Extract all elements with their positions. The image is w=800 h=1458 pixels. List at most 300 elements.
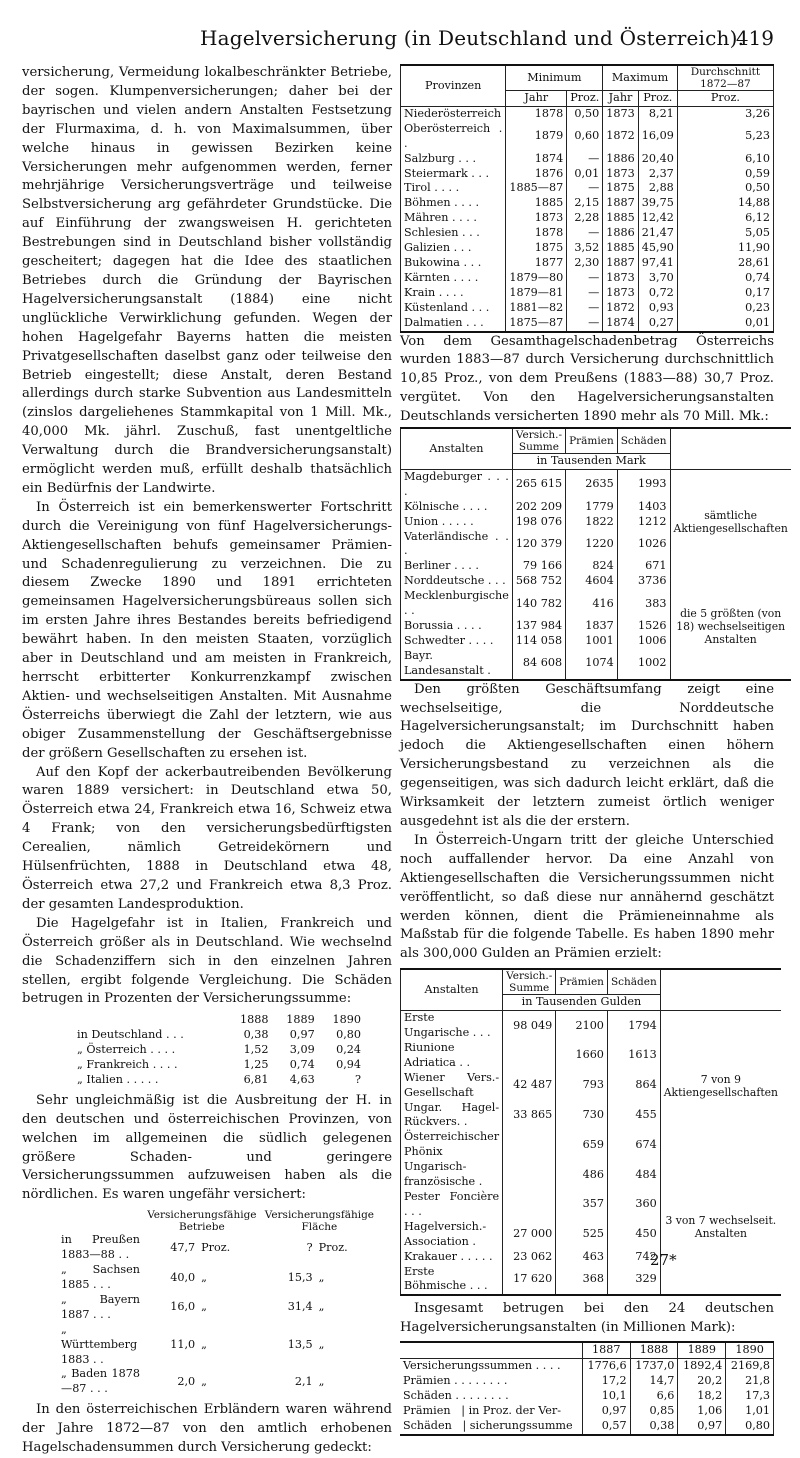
cell: 140 782	[512, 589, 565, 619]
insured-header-1: Versicherungsfähige Betriebe	[147, 1209, 257, 1234]
cell: 2,28	[567, 211, 603, 226]
cell: 0,97	[678, 1419, 726, 1435]
row-label: Versicherungssummen . . . .	[400, 1359, 582, 1374]
col-header: Proz.	[567, 91, 603, 107]
cell: 1006	[617, 634, 670, 649]
col-header: Versich.-Summe	[503, 969, 556, 995]
left-paragraph-1: versicherung, Vermeidung lokalbeschränkter Betriebe, der sogen. Klumpenversicherungen; daher bei der bayrischen und vielen andern Anstalten Festsetzung der Flurmaxima, d. h. von Maximalsummen, über welche hinaus in gewissen Bezirken keine Versicherungen mehr aufgenommen werden, ferner mehrjährige Versicherungsverträge und teilweise Selbstversicherung arg gefährdeter Grundstücke. Die auf Einführung der zwangsweisen H. gerichteten Bestrebungen sind in Deutschland bisher vollständig gescheitert; dagegen hat die Idee des staatlichen Betriebes durch die Gründung der Bayrischen Hagelversicherungsanstalt (1884) eine nicht unglückliche Verwirklichung gefunden. Wegen der hohen Hagelgefahr Bayerns hatten die meisten Privatgesellschaften daselbst ganz oder teilweise den Betrieb eingestellt; diese Anstalt, deren Bestand allerdings durch starke Subvention aus Landesmitteln (zinslos dargeliehenes Stammkapital von 1 Mill. Mk., 40,000 Mk. jährl. Zuschuß, fast unentgeltliche Verwaltung durch die Brandversicherungsanstalt) ermöglicht werden muß, erfüllt deshalb thatsächlich ein Bedürfnis der Landwirte.	[22, 65, 392, 496]
cell: 360	[607, 1190, 660, 1220]
cell: 21,47	[638, 226, 677, 241]
row-label: Krain . . . .	[401, 286, 506, 301]
cell: 1885	[603, 211, 638, 226]
row-label: Borussia . . . .	[401, 619, 513, 634]
cell: 1886	[603, 152, 638, 167]
left-paragraph-2: In Österreich ist ein bemerkenswerter Fortschritt durch die Vereinigung von fünf Hagelversicherungs-Aktiengesellschaften behufs gemeinsamer Prämien- und Schadenregulierung zu verzeichnen. Die zu diesem Zwecke 1890 und 1891 errichteten gemeinsamen Hagelversicherungsbüreaus sollen sich im ersten Jahre ihres Bestandes bereits befriedigend bewährt haben. In den meisten Staaten, vorzüglich aber in Deutschland und am meisten in Frankreich, herrscht erbitterter Konkurrenzkampf zwischen Aktien- und wechselseitigen Anstalten. Mit Ausnahme Österreichs überwiegt die Zahl der letztern, wie aus obiger Zusammenstellung der Geschäftsergebnisse der größern Gesellschaften zu ersehen ist.	[22, 499, 392, 761]
cell: 10,1	[582, 1389, 630, 1404]
cell: 1776,6	[582, 1359, 630, 1374]
cell: 42 487	[503, 1071, 556, 1101]
cell: 455	[607, 1101, 660, 1131]
cell: 2100	[556, 1011, 608, 1041]
cell: 120 379	[512, 530, 565, 560]
cell: „	[201, 1300, 207, 1314]
totals-table	[400, 1341, 774, 1435]
cell: 1026	[617, 530, 670, 560]
table-row	[58, 1263, 378, 1293]
cell: 1892,4	[678, 1359, 726, 1374]
signature-mark: 27*	[650, 1251, 677, 1269]
cell: 329	[607, 1265, 660, 1296]
brace-group-1: sämtliche Aktiengesellschaften	[670, 469, 791, 574]
cell: 1876	[506, 167, 567, 182]
cell: Proz.	[201, 1240, 231, 1254]
col-header: 1889	[678, 1342, 726, 1358]
cell: „	[318, 1337, 325, 1351]
cell: 0,93	[638, 301, 677, 316]
cell: 1885—87	[506, 181, 567, 196]
row-label: Kärnten . . . .	[401, 271, 506, 286]
cell: 674	[607, 1130, 660, 1160]
cell: 198 076	[512, 515, 565, 530]
brace-group-1: 7 von 9 Aktiengesellschaften	[660, 1011, 781, 1161]
cell: 1887	[603, 256, 638, 271]
table-row	[401, 1011, 782, 1041]
cell: 27 000	[503, 1220, 556, 1250]
cell: 357	[556, 1190, 608, 1220]
cell: 114 058	[512, 634, 565, 649]
cell: 1,52	[243, 1043, 269, 1057]
running-title: Hagelversicherung (in Deutschland und Österreich).	[200, 26, 745, 50]
cell: 17 620	[503, 1265, 556, 1296]
cell: 1526	[617, 619, 670, 634]
cell: 1881—82	[506, 301, 567, 316]
cell: 0,50	[677, 181, 773, 196]
table-row	[401, 316, 774, 332]
row-label: Salzburg . . .	[401, 152, 506, 167]
cell: 1879—80	[506, 271, 567, 286]
col-header: Jahr	[603, 91, 638, 107]
cell: 16,09	[638, 122, 677, 152]
row-label: Pester Foncière . . .	[401, 1190, 503, 1220]
row-label: „ Frankreich . . . .	[77, 1058, 178, 1072]
cell: 39,75	[638, 196, 677, 211]
table-row	[400, 1404, 774, 1419]
cell: 1002	[617, 649, 670, 680]
cell: 1403	[617, 500, 670, 515]
cell: 1737,0	[630, 1359, 678, 1374]
cell: —	[567, 316, 603, 332]
cell: 0,01	[677, 316, 773, 332]
cell: „	[318, 1270, 325, 1284]
row-label: Schlesien . . .	[401, 226, 506, 241]
cell: 265 615	[512, 469, 565, 499]
cell: 0,74	[289, 1058, 315, 1072]
cell: 3,52	[567, 241, 603, 256]
cell: 1993	[617, 469, 670, 499]
table-row	[58, 1233, 378, 1263]
table-row	[401, 256, 774, 271]
row-label: Magdeburger . . . .	[401, 469, 513, 499]
cell: 4604	[566, 574, 618, 589]
cell: 47,7	[170, 1240, 196, 1254]
cell: 98 049	[503, 1011, 556, 1041]
col-header: Proz.	[638, 91, 677, 107]
row-label: „ Österreich . . . .	[77, 1043, 176, 1057]
cell: 5,23	[677, 122, 773, 152]
row-label: Prämien | in Proz. der Ver-	[400, 1404, 582, 1419]
cell: „	[201, 1270, 207, 1284]
table-row	[401, 241, 774, 256]
cell: —	[567, 271, 603, 286]
damage-year: 1889	[286, 1013, 315, 1027]
table-row	[401, 301, 774, 316]
sub-label-b: Schäden	[403, 1418, 452, 1432]
right-paragraph-1: Von dem Gesamthagelschadenbetrag Österreichs wurden 1883—87 durch Versicherung durchschnittlich 10,85 Proz., von dem Preußens (1883—88) 30,7 Proz. vergütet. Von den Hagelversicherungsanstalten Deutschlands versicherten 1890 mehr als 70 Mill. Mk.:	[400, 333, 774, 425]
cell: 11,90	[677, 241, 773, 256]
cell: 4,63	[289, 1072, 315, 1086]
cell: 202 209	[512, 500, 565, 515]
cell: 1875—87	[506, 316, 567, 332]
cell: 45,90	[638, 241, 677, 256]
row-label: Ungar. Hagel-Rückvers. .	[401, 1101, 503, 1131]
cell: 0,50	[567, 106, 603, 121]
row-label: Mecklenburgische . .	[401, 589, 513, 619]
col-header: Versich.-Summe	[512, 428, 565, 454]
table-row	[401, 226, 774, 241]
cell: 13,5	[287, 1337, 313, 1351]
cell: 0,80	[336, 1028, 361, 1042]
austrian-insurers-table	[400, 968, 781, 1296]
row-label: Bukowina . . .	[401, 256, 506, 271]
row-label: „ Bayern 1887 . . .	[61, 1292, 140, 1321]
cell: 1886	[603, 226, 638, 241]
cell: 3,09	[289, 1043, 315, 1057]
cell: „	[318, 1374, 325, 1388]
cell: 0,38	[243, 1028, 269, 1042]
cell: 14,7	[630, 1374, 678, 1389]
table-row	[401, 167, 774, 182]
left-column	[22, 64, 392, 1458]
col-header: Maximum	[603, 65, 678, 91]
right-paragraph-3: In Österreich-Ungarn tritt der gleiche Unterschied noch auffallender hervor. Da eine Anzahl von Aktiengesellschaften die Versicherungssummen nicht veröffentlicht, so daß diese nur annähernd geschätzt werden können, dient die Prämieneinnahme als Maßstab für die folgende Tabelle. Es haben 1890 mehr als 300,000 Gulden an Prämien erzielt:	[400, 832, 774, 962]
cell: 0,24	[336, 1043, 361, 1057]
cell: 1074	[566, 649, 618, 680]
cell: 33 865	[503, 1101, 556, 1131]
table-row	[401, 152, 774, 167]
row-label: Oberösterreich . .	[401, 122, 506, 152]
row-label: Krakauer . . . . .	[401, 1250, 503, 1265]
cell: 486	[556, 1160, 608, 1190]
right-paragraph-2: Den größten Geschäftsumfang zeigt eine wechselseitige, die Norddeutsche Hagelversicherungsanstalt; im Durchschnitt haben jedoch die Aktiengesellschaften einen höhern Versicherungsbestand zu verzeichnen als die gegenseitigen, was sich dadurch leicht erklärt, daß die Wirksamkeit der letztern zumeist örtlich weniger ausgedehnt ist als die der erstern.	[400, 681, 774, 829]
table-row	[401, 181, 774, 196]
cell: 6,12	[677, 211, 773, 226]
row-label: in Preußen 1883—88 . .	[61, 1233, 140, 1262]
col-header: Prämien	[556, 969, 608, 995]
cell	[503, 1160, 556, 1190]
cell: 1822	[566, 515, 618, 530]
cell: 1878	[506, 226, 567, 241]
sub-label-m2: sicherungssumme	[469, 1418, 573, 1432]
table-row	[400, 1374, 774, 1389]
cell: 463	[556, 1250, 608, 1265]
cell: 6,10	[677, 152, 773, 167]
cell: 11,0	[170, 1337, 196, 1351]
cell: 0,74	[677, 271, 773, 286]
unit-header: in Tausenden Gulden	[503, 995, 661, 1011]
cell: 1874	[603, 316, 638, 332]
cell: 17,3	[726, 1389, 774, 1404]
table-row	[401, 469, 791, 499]
sub-label-a: Prämien	[403, 1403, 451, 1417]
cell: ?	[355, 1072, 361, 1086]
table-row	[74, 1073, 364, 1088]
cell: 1,01	[726, 1404, 774, 1419]
row-label: Küstenland . . .	[401, 301, 506, 316]
cell: 18,2	[678, 1389, 726, 1404]
table-row	[400, 1419, 774, 1435]
page-number: 419	[735, 26, 774, 50]
col-header: Schäden	[607, 969, 660, 995]
cell: 824	[566, 559, 618, 574]
cell: 0,59	[677, 167, 773, 182]
table-row	[401, 271, 774, 286]
cell: 1873	[506, 211, 567, 226]
right-paragraph-4: Insgesamt betrugen bei den 24 deutschen Hagelversicherungsanstalten (in Millionen Mark):	[400, 1301, 774, 1336]
row-label: Galizien . . .	[401, 241, 506, 256]
cell: 1220	[566, 530, 618, 560]
cell: 1,25	[243, 1058, 269, 1072]
left-paragraph-4: Die Hagelgefahr ist in Italien, Frankreich und Österreich größer als in Deutschland. Wie wechselnd die Schadenziffern sich in den einzelnen Jahren stellen, ergibt folgende Vergleichung. Die Schäden betrugen in Prozenten der Versicherungssumme:	[22, 915, 392, 1007]
damage-year: 1888	[240, 1013, 269, 1027]
cell: „	[318, 1300, 325, 1314]
cell	[503, 1130, 556, 1160]
cell: 1879—81	[506, 286, 567, 301]
cell: 0,94	[336, 1058, 361, 1072]
cell: 0,01	[567, 167, 603, 182]
table-row	[400, 1389, 774, 1404]
row-label: Steiermark . . .	[401, 167, 506, 182]
cell: 2169,8	[726, 1359, 774, 1374]
cell	[503, 1041, 556, 1071]
row-label: „ Italien . . . . .	[77, 1072, 159, 1086]
cell: —	[567, 152, 603, 167]
row-label: Mähren . . . .	[401, 211, 506, 226]
insured-table	[58, 1209, 378, 1397]
cell: 1878	[506, 106, 567, 121]
cell: 2,30	[567, 256, 603, 271]
row-label: Schwedter . . . .	[401, 634, 513, 649]
cell: 0,23	[677, 301, 773, 316]
cell: 383	[617, 589, 670, 619]
right-column	[400, 64, 788, 1436]
table-row	[74, 1028, 364, 1043]
page-header	[0, 22, 800, 52]
cell: 8,21	[638, 106, 677, 121]
cell: 0,27	[638, 316, 677, 332]
cell: 659	[556, 1130, 608, 1160]
cell: 0,17	[677, 286, 773, 301]
cell: 14,88	[677, 196, 773, 211]
cell: 2,88	[638, 181, 677, 196]
row-label: Wiener Vers.-Gesellschaft	[401, 1071, 503, 1101]
row-label: Erste Ungarische . . .	[401, 1011, 503, 1041]
cell: 484	[607, 1160, 660, 1190]
cell: 1837	[566, 619, 618, 634]
col-header: 1888	[630, 1342, 678, 1358]
row-label: „ Baden 1878—87 . . .	[61, 1367, 140, 1396]
table-row	[401, 122, 774, 152]
cell: 1875	[506, 241, 567, 256]
row-label: Norddeutsche . . .	[401, 574, 513, 589]
table-row	[58, 1293, 378, 1323]
cell: 1613	[607, 1041, 660, 1071]
cell: 2,1	[294, 1374, 313, 1388]
row-label: „ Württemberg 1883 . .	[61, 1322, 138, 1366]
cell: 1873	[603, 286, 638, 301]
cell: 368	[556, 1265, 608, 1296]
table-row	[401, 196, 774, 211]
table-row	[58, 1367, 378, 1397]
cell: 6,81	[243, 1072, 269, 1086]
row-label: Hagelversich.-Association .	[401, 1220, 503, 1250]
col-header: Minimum	[506, 65, 603, 91]
table-row	[401, 211, 774, 226]
cell: 525	[556, 1220, 608, 1250]
cell: 1887	[603, 196, 638, 211]
cell: 416	[566, 589, 618, 619]
cell: 671	[617, 559, 670, 574]
damage-table	[74, 1013, 364, 1088]
left-paragraph-6: In den österreichischen Erbländern waren während der Jahre 1872—87 von den amtlich erhobenen Hagelschadensummen durch Versicherung gedeckt:	[22, 1402, 392, 1456]
cell: 864	[607, 1071, 660, 1101]
brace-group-2: die 5 größten (von 18) wechselseitigen Anstalten	[670, 574, 791, 679]
cell: 1660	[556, 1041, 608, 1071]
row-label: Niederösterreich	[401, 106, 506, 121]
cell: 1212	[617, 515, 670, 530]
cell: —	[567, 301, 603, 316]
row-label: Bayr. Landesanstalt .	[401, 649, 513, 680]
cell: 2,37	[638, 167, 677, 182]
table-row	[401, 286, 774, 301]
cell: 2,15	[567, 196, 603, 211]
cell: 3,26	[677, 106, 773, 121]
row-label: Böhmen . . . .	[401, 196, 506, 211]
cell: 0,97	[289, 1028, 315, 1042]
provinces-table	[400, 64, 774, 333]
row-label: Tirol . . . .	[401, 181, 506, 196]
left-paragraph-3: Auf den Kopf der ackerbautreibenden Bevölkerung waren 1889 versichert: in Deutschland etwa 50, Österreich etwa 24, Frankreich etwa 16, Schweiz etwa 4 Frank; von den versicherungsbedürftigsten Cerealien, nämlich Getreidekörnern und Hülsenfrüchten, 1888 in Deutschland etwa 48, Österreich etwa 27,2 und Frankreich etwa 8,3 Proz. der gesamten Landesproduktion.	[22, 764, 392, 912]
cell: „	[201, 1337, 207, 1351]
cell: 16,0	[170, 1300, 196, 1314]
cell: 0,97	[582, 1404, 630, 1419]
cell: 5,05	[677, 226, 773, 241]
cell: 20,2	[678, 1374, 726, 1389]
cell: 1872	[603, 122, 638, 152]
cell: 0,38	[630, 1419, 678, 1435]
cell: 0,72	[638, 286, 677, 301]
cell: 137 984	[512, 619, 565, 634]
insured-header-2: Versicherungsfähige Fläche	[264, 1209, 375, 1234]
table-row	[74, 1043, 364, 1058]
cell: 1879	[506, 122, 567, 152]
cell: 450	[607, 1220, 660, 1250]
cell: 84 608	[512, 649, 565, 680]
row-label: Ungarisch-französische .	[401, 1160, 503, 1190]
cell: 742	[607, 1250, 660, 1265]
cell: —	[567, 181, 603, 196]
cell: 1873	[603, 167, 638, 182]
cell: 28,61	[677, 256, 773, 271]
col-header: Anstalten	[401, 428, 513, 469]
row-label: Schäden | sicherungssumme	[400, 1419, 582, 1435]
cell: 1779	[566, 500, 618, 515]
cell: 0,80	[726, 1419, 774, 1435]
row-label: Riunione Adriatica . .	[401, 1041, 503, 1071]
cell: —	[567, 286, 603, 301]
cell: 2635	[566, 469, 618, 499]
cell: 0,57	[582, 1419, 630, 1435]
row-label: Vaterländische . . .	[401, 530, 513, 560]
table-row	[401, 106, 774, 121]
col-header: 1890	[726, 1342, 774, 1358]
cell: 21,8	[726, 1374, 774, 1389]
col-header: 1887	[582, 1342, 630, 1358]
cell	[503, 1190, 556, 1220]
damage-year: 1890	[332, 1013, 361, 1027]
row-label: Erste Böhmische . . .	[401, 1265, 503, 1296]
cell: „	[201, 1374, 207, 1388]
cell: 1873	[603, 271, 638, 286]
row-label: „ Sachsen 1885 . . .	[61, 1263, 140, 1291]
cell: 793	[556, 1071, 608, 1101]
row-label: Berliner . . . .	[401, 559, 513, 574]
cell: 1877	[506, 256, 567, 271]
german-insurers-table	[400, 427, 791, 681]
cell: ?	[306, 1240, 313, 1254]
row-label: Prämien . . . . . . . .	[400, 1374, 582, 1389]
col-header: Provinzen	[401, 65, 506, 106]
sub-label-m1: in Proz. der Ver-	[468, 1403, 562, 1417]
cell: 730	[556, 1101, 608, 1131]
cell: 12,42	[638, 211, 677, 226]
cell: 1001	[566, 634, 618, 649]
table-row	[74, 1058, 364, 1073]
col-header: Prämien	[566, 428, 618, 454]
col-header: Jahr	[506, 91, 567, 107]
cell: 1874	[506, 152, 567, 167]
row-label: Österreichischer Phönix	[401, 1130, 503, 1160]
cell: 1872	[603, 301, 638, 316]
cell: 0,85	[630, 1404, 678, 1419]
cell: 3,70	[638, 271, 677, 286]
cell: 97,41	[638, 256, 677, 271]
cell: 2,0	[177, 1374, 196, 1388]
row-label: Dalmatien . . .	[401, 316, 506, 332]
cell: 1873	[603, 106, 638, 121]
brace-group-2: 3 von 7 wechselseit. Anstalten	[660, 1160, 781, 1295]
left-paragraph-5: Sehr ungleichmäßig ist die Ausbreitung der H. in den deutschen und österreichischen Provinzen, von welchen im allgemeinen die südlich gelegenen größere Schaden- und geringere Versicherungssummen aufzuweisen haben als die nördlichen. Es waren ungefähr versichert:	[22, 1092, 392, 1203]
cell: 6,6	[630, 1389, 678, 1404]
cell: 1875	[603, 181, 638, 196]
col-header: Proz.	[677, 91, 773, 107]
cell: 3736	[617, 574, 670, 589]
cell: 79 166	[512, 559, 565, 574]
cell: Proz.	[318, 1240, 348, 1254]
table-row	[400, 1359, 774, 1374]
cell: 0,60	[567, 122, 603, 152]
cell: 20,40	[638, 152, 677, 167]
cell: 15,3	[287, 1270, 313, 1284]
row-label: in Deutschland . . .	[77, 1028, 184, 1042]
